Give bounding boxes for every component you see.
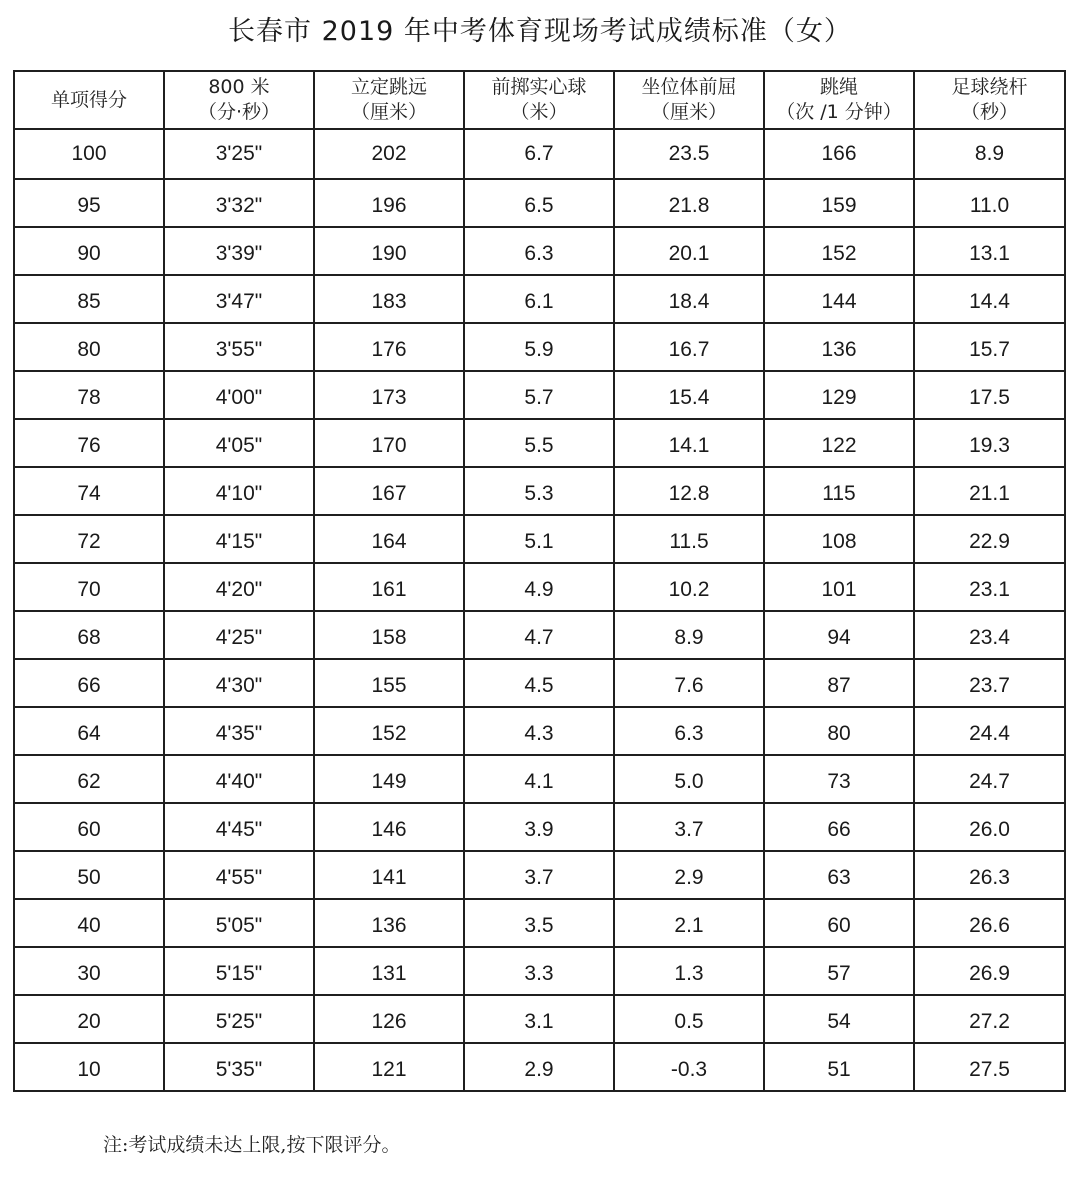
table-cell: 16.7	[614, 323, 764, 371]
table-row	[14, 419, 1065, 467]
column-header-name: 足球绕杆	[951, 76, 1028, 98]
table-cell: 1.3	[614, 947, 764, 995]
table-cell: 11.0	[914, 179, 1065, 227]
column-header	[764, 71, 914, 129]
table-cell: 196	[314, 179, 464, 227]
table-cell: 152	[314, 707, 464, 755]
table-cell: 144	[764, 275, 914, 323]
table-cell: 4'15"	[164, 515, 314, 563]
table-cell: 3.3	[464, 947, 614, 995]
table-cell: 40	[14, 899, 164, 947]
table-cell: 0.5	[614, 995, 764, 1043]
table-cell: 158	[314, 611, 464, 659]
table-cell: 27.2	[914, 995, 1065, 1043]
table-row	[14, 707, 1065, 755]
table-cell: 23.5	[614, 129, 764, 179]
table-cell: 190	[314, 227, 464, 275]
table-cell: 136	[764, 323, 914, 371]
table-cell: 4.7	[464, 611, 614, 659]
table-cell: 3'32"	[164, 179, 314, 227]
table-cell: 26.6	[914, 899, 1065, 947]
table-cell: 3'39"	[164, 227, 314, 275]
table-cell: 15.4	[614, 371, 764, 419]
table-cell: 4'55"	[164, 851, 314, 899]
table-row	[14, 515, 1065, 563]
column-header-unit: （厘米）	[350, 101, 427, 123]
table-cell: 8.9	[614, 611, 764, 659]
table-cell: 121	[314, 1043, 464, 1091]
column-header-name: 跳绳	[819, 76, 858, 98]
table-cell: 90	[14, 227, 164, 275]
table-cell: 141	[314, 851, 464, 899]
column-header-unit: （秒）	[960, 101, 1018, 123]
table-cell: 54	[764, 995, 914, 1043]
column-header-name: 前掷实心球	[491, 76, 587, 98]
table-cell: 4'30"	[164, 659, 314, 707]
column-header-unit: （厘米）	[650, 101, 727, 123]
table-cell: 5'35"	[164, 1043, 314, 1091]
table-cell: 5'15"	[164, 947, 314, 995]
table-cell: 24.7	[914, 755, 1065, 803]
table-cell: 87	[764, 659, 914, 707]
table-cell: 26.0	[914, 803, 1065, 851]
table-cell: 15.7	[914, 323, 1065, 371]
column-header-name: 立定跳远	[350, 76, 427, 98]
table-cell: 60	[764, 899, 914, 947]
table-cell: 164	[314, 515, 464, 563]
table-cell: 30	[14, 947, 164, 995]
table-cell: 5.9	[464, 323, 614, 371]
table-cell: 2.9	[614, 851, 764, 899]
table-cell: 27.5	[914, 1043, 1065, 1091]
table-cell: 6.5	[464, 179, 614, 227]
table-body	[14, 129, 1065, 1091]
score-standard-table	[13, 70, 1066, 1092]
table-cell: 4'10"	[164, 467, 314, 515]
table-cell: 5'05"	[164, 899, 314, 947]
table-cell: 161	[314, 563, 464, 611]
table-cell: 76	[14, 419, 164, 467]
table-cell: 70	[14, 563, 164, 611]
page-title: 长春市 2019 年中考体育现场考试成绩标准（女）	[228, 16, 852, 47]
table-cell: 14.4	[914, 275, 1065, 323]
table-cell: 7.6	[614, 659, 764, 707]
table-row	[14, 659, 1065, 707]
column-header	[164, 71, 314, 129]
table-cell: 72	[14, 515, 164, 563]
table-cell: 6.1	[464, 275, 614, 323]
table-cell: 63	[764, 851, 914, 899]
table-cell: 4.9	[464, 563, 614, 611]
footnote: 注:考试成绩未达上限,按下限评分。	[103, 1134, 401, 1156]
table-cell: 170	[314, 419, 464, 467]
table-cell: 26.9	[914, 947, 1065, 995]
table-cell: 176	[314, 323, 464, 371]
table-cell: 23.7	[914, 659, 1065, 707]
table-row	[14, 129, 1065, 179]
table-row	[14, 755, 1065, 803]
table-row	[14, 851, 1065, 899]
table-cell: 57	[764, 947, 914, 995]
table-cell: 62	[14, 755, 164, 803]
table-cell: 50	[14, 851, 164, 899]
table-cell: 5'25"	[164, 995, 314, 1043]
table-cell: 152	[764, 227, 914, 275]
table-cell: 4'20"	[164, 563, 314, 611]
table-cell: 73	[764, 755, 914, 803]
table-cell: 23.1	[914, 563, 1065, 611]
table-cell: 20	[14, 995, 164, 1043]
table-cell: 3.5	[464, 899, 614, 947]
column-header-unit: （分·秒）	[197, 101, 281, 123]
table-row	[14, 1043, 1065, 1091]
table-cell: 85	[14, 275, 164, 323]
table-cell: 24.4	[914, 707, 1065, 755]
column-header-name: 单项得分	[50, 88, 127, 111]
table-cell: 4'35"	[164, 707, 314, 755]
table-cell: 10	[14, 1043, 164, 1091]
table-row	[14, 947, 1065, 995]
table-cell: 94	[764, 611, 914, 659]
table-row	[14, 563, 1065, 611]
table-cell: 3'25"	[164, 129, 314, 179]
table-cell: 64	[14, 707, 164, 755]
table-cell: 4.5	[464, 659, 614, 707]
table-cell: 3'55"	[164, 323, 314, 371]
table-cell: 18.4	[614, 275, 764, 323]
table-cell: 2.9	[464, 1043, 614, 1091]
table-cell: 80	[14, 323, 164, 371]
table-row	[14, 467, 1065, 515]
table-cell: 12.8	[614, 467, 764, 515]
table-cell: 129	[764, 371, 914, 419]
table-cell: 13.1	[914, 227, 1065, 275]
table-cell: 51	[764, 1043, 914, 1091]
table-cell: 159	[764, 179, 914, 227]
table-row	[14, 611, 1065, 659]
table-cell: 3.9	[464, 803, 614, 851]
table-cell: 60	[14, 803, 164, 851]
table-cell: 202	[314, 129, 464, 179]
column-header	[464, 71, 614, 129]
table-cell: 6.3	[464, 227, 614, 275]
column-header	[314, 71, 464, 129]
table-cell: 11.5	[614, 515, 764, 563]
table-cell: 3.7	[464, 851, 614, 899]
table-cell: 3'47"	[164, 275, 314, 323]
table-cell: 146	[314, 803, 464, 851]
table-cell: 95	[14, 179, 164, 227]
table-cell: 20.1	[614, 227, 764, 275]
table-cell: 66	[764, 803, 914, 851]
table-row	[14, 803, 1065, 851]
table-cell: 3.7	[614, 803, 764, 851]
column-header-name: 800 米	[208, 76, 270, 98]
table-cell: 6.7	[464, 129, 614, 179]
table-row	[14, 227, 1065, 275]
table-cell: 100	[14, 129, 164, 179]
table-cell: 101	[764, 563, 914, 611]
table-cell: 173	[314, 371, 464, 419]
column-header-unit: （次 /1 分钟）	[776, 101, 902, 123]
table-cell: 23.4	[914, 611, 1065, 659]
table-row	[14, 995, 1065, 1043]
table-cell: 149	[314, 755, 464, 803]
table-cell: 5.5	[464, 419, 614, 467]
table-cell: 74	[14, 467, 164, 515]
table-cell: 14.1	[614, 419, 764, 467]
table-cell: 2.1	[614, 899, 764, 947]
table-row	[14, 275, 1065, 323]
table-row	[14, 323, 1065, 371]
table-cell: 5.3	[464, 467, 614, 515]
table-cell: 5.0	[614, 755, 764, 803]
table-cell: 6.3	[614, 707, 764, 755]
table-cell: 22.9	[914, 515, 1065, 563]
table-cell: 19.3	[914, 419, 1065, 467]
table-cell: 155	[314, 659, 464, 707]
table-cell: 166	[764, 129, 914, 179]
column-header	[14, 71, 164, 129]
table-cell: 8.9	[914, 129, 1065, 179]
table-cell: 21.1	[914, 467, 1065, 515]
table-row	[14, 899, 1065, 947]
table-header-row	[14, 71, 1065, 129]
table-cell: 4'45"	[164, 803, 314, 851]
table-cell: 10.2	[614, 563, 764, 611]
table-cell: -0.3	[614, 1043, 764, 1091]
table-cell: 4'25"	[164, 611, 314, 659]
table-cell: 5.7	[464, 371, 614, 419]
table-cell: 78	[14, 371, 164, 419]
table-cell: 4'40"	[164, 755, 314, 803]
table-cell: 136	[314, 899, 464, 947]
column-header-unit: （米）	[510, 101, 568, 123]
table-cell: 5.1	[464, 515, 614, 563]
table-cell: 4'00"	[164, 371, 314, 419]
table-cell: 4'05"	[164, 419, 314, 467]
table-cell: 80	[764, 707, 914, 755]
table-cell: 183	[314, 275, 464, 323]
table-cell: 66	[14, 659, 164, 707]
table-cell: 131	[314, 947, 464, 995]
table-cell: 68	[14, 611, 164, 659]
table-cell: 126	[314, 995, 464, 1043]
table-cell: 108	[764, 515, 914, 563]
table-cell: 21.8	[614, 179, 764, 227]
table-cell: 26.3	[914, 851, 1065, 899]
table-cell: 3.1	[464, 995, 614, 1043]
table-cell: 4.3	[464, 707, 614, 755]
column-header	[614, 71, 764, 129]
table-cell: 4.1	[464, 755, 614, 803]
table-cell: 122	[764, 419, 914, 467]
table-cell: 167	[314, 467, 464, 515]
table-cell: 17.5	[914, 371, 1065, 419]
table-row	[14, 179, 1065, 227]
column-header-name: 坐位体前屈	[641, 76, 737, 98]
table-row	[14, 371, 1065, 419]
column-header	[914, 71, 1065, 129]
table-cell: 115	[764, 467, 914, 515]
